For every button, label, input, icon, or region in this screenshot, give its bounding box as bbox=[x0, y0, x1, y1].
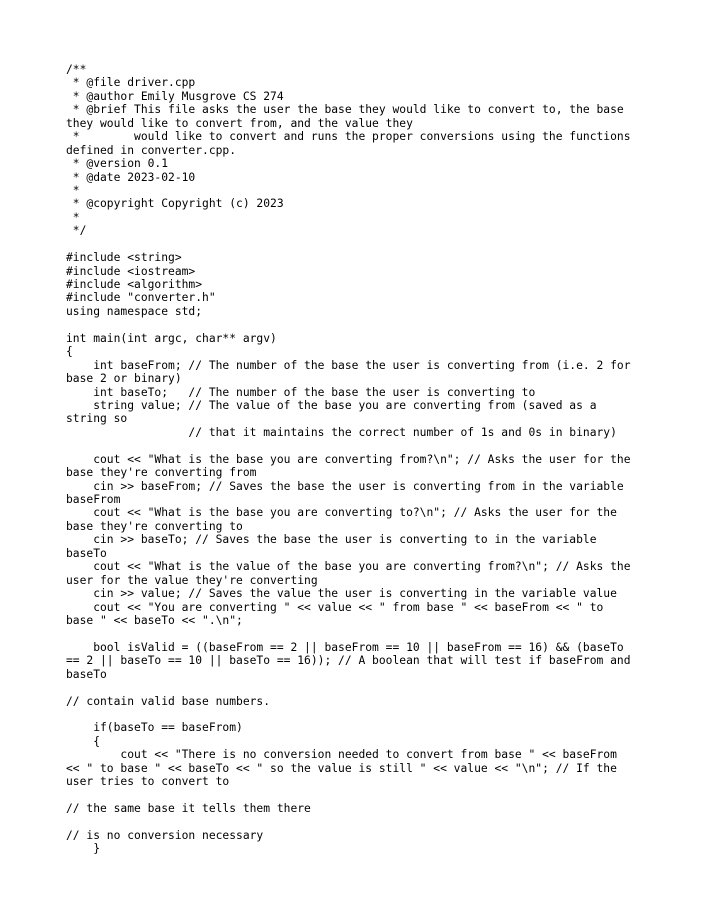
code-line: baseTo bbox=[66, 546, 107, 560]
code-line bbox=[66, 439, 666, 452]
code-line: if(baseTo == baseFrom) bbox=[66, 721, 243, 735]
code-line bbox=[66, 681, 666, 694]
code-line: cout << "What is the base you are converting from?\n"; // Asks the user for the bbox=[66, 452, 631, 466]
code-line: * bbox=[66, 183, 80, 197]
code-line: #include <iostream> bbox=[66, 264, 196, 278]
code-line: int baseFrom; // The number of the base the user is converting from (i.e. 2 for bbox=[66, 358, 631, 372]
code-line: * @version 0.1 bbox=[66, 157, 169, 171]
code-line: #include "converter.h" bbox=[66, 291, 216, 305]
code-line: * @date 2023-02-10 bbox=[66, 170, 196, 184]
code-line: cin >> value; // Saves the value the user is converting in the variable value bbox=[66, 587, 617, 601]
code-line: bool isValid = ((baseFrom == 2 || baseFrom == 10 || baseFrom == 16) && (baseTo bbox=[66, 640, 624, 654]
code-line: cin >> baseTo; // Saves the base the user is converting to in the variable bbox=[66, 533, 597, 547]
code-line: // contain valid base numbers. bbox=[66, 694, 271, 708]
code-line: // the same base it tells them there bbox=[66, 802, 311, 816]
code-line bbox=[66, 789, 666, 802]
code-line: } bbox=[66, 842, 101, 856]
source-code-page bbox=[66, 63, 666, 856]
code-line: cout << "What is the base you are converting to?\n"; // Asks the user for the bbox=[66, 506, 617, 520]
code-line: #include <string> bbox=[66, 251, 182, 265]
code-line: int main(int argc, char** argv) bbox=[66, 331, 277, 345]
code-line: * @brief This file asks the user the base they would like to convert to, the base bbox=[66, 103, 624, 117]
code-line: int baseTo; // The number of the base the user is converting to bbox=[66, 385, 536, 399]
code-line: baseFrom bbox=[66, 493, 121, 506]
code-line bbox=[66, 708, 666, 721]
code-line: baseTo bbox=[66, 667, 107, 681]
code-line: string so bbox=[66, 412, 128, 426]
code-line: base " << baseTo << ".\n"; bbox=[66, 613, 243, 627]
code-line: user tries to convert to bbox=[66, 775, 230, 789]
code-line: // is no conversion necessary bbox=[66, 828, 264, 842]
code-line: << " to base " << baseTo << " so the value is still " << value << "\n"; // If the bbox=[66, 761, 617, 775]
code-line: cout << "What is the value of the base you are converting from?\n"; // Asks the bbox=[66, 560, 631, 574]
code-line: string value; // The value of the base you are converting from (saved as a bbox=[66, 398, 597, 412]
code-line: /** bbox=[66, 63, 87, 76]
code-line: * @author Emily Musgrove CS 274 bbox=[66, 89, 284, 103]
code-line: */ bbox=[66, 224, 87, 238]
code-line: * would like to convert and runs the proper conversions using the functions bbox=[66, 130, 631, 144]
code-line: they would like to convert from, and the value they bbox=[66, 116, 413, 130]
code-line: cin >> baseFrom; // Saves the base the user is converting from in the variable bbox=[66, 479, 624, 493]
code-line: using namespace std; bbox=[66, 304, 203, 318]
code-line bbox=[66, 627, 666, 640]
code-line: base 2 or binary) bbox=[66, 372, 182, 386]
code-line: * @copyright Copyright (c) 2023 bbox=[66, 197, 284, 211]
code-line: // that it maintains the correct number of 1s and 0s in binary) bbox=[66, 425, 617, 439]
code-line: #include <algorithm> bbox=[66, 278, 203, 291]
code-line: * @file driver.cpp bbox=[66, 76, 196, 90]
code-line: user for the value they're converting bbox=[66, 573, 318, 587]
code-line bbox=[66, 238, 666, 251]
code-line bbox=[66, 318, 666, 331]
code-line: defined in converter.cpp. bbox=[66, 143, 237, 157]
code-line: == 2 || baseTo == 10 || baseTo == 16)); // A boolean that will test if baseFrom and bbox=[66, 654, 631, 668]
code-line: cout << "There is no conversion needed to convert from base " << baseFrom bbox=[66, 748, 617, 762]
code-line: { bbox=[66, 345, 73, 359]
code-line: base they're converting from bbox=[66, 466, 257, 480]
code-line bbox=[66, 816, 666, 829]
code-line: * bbox=[66, 210, 80, 224]
code-line: cout << "You are converting " << value << " from base " << baseFrom << " to bbox=[66, 600, 604, 614]
code-line: { bbox=[66, 734, 101, 748]
code-line: base they're converting to bbox=[66, 519, 243, 533]
